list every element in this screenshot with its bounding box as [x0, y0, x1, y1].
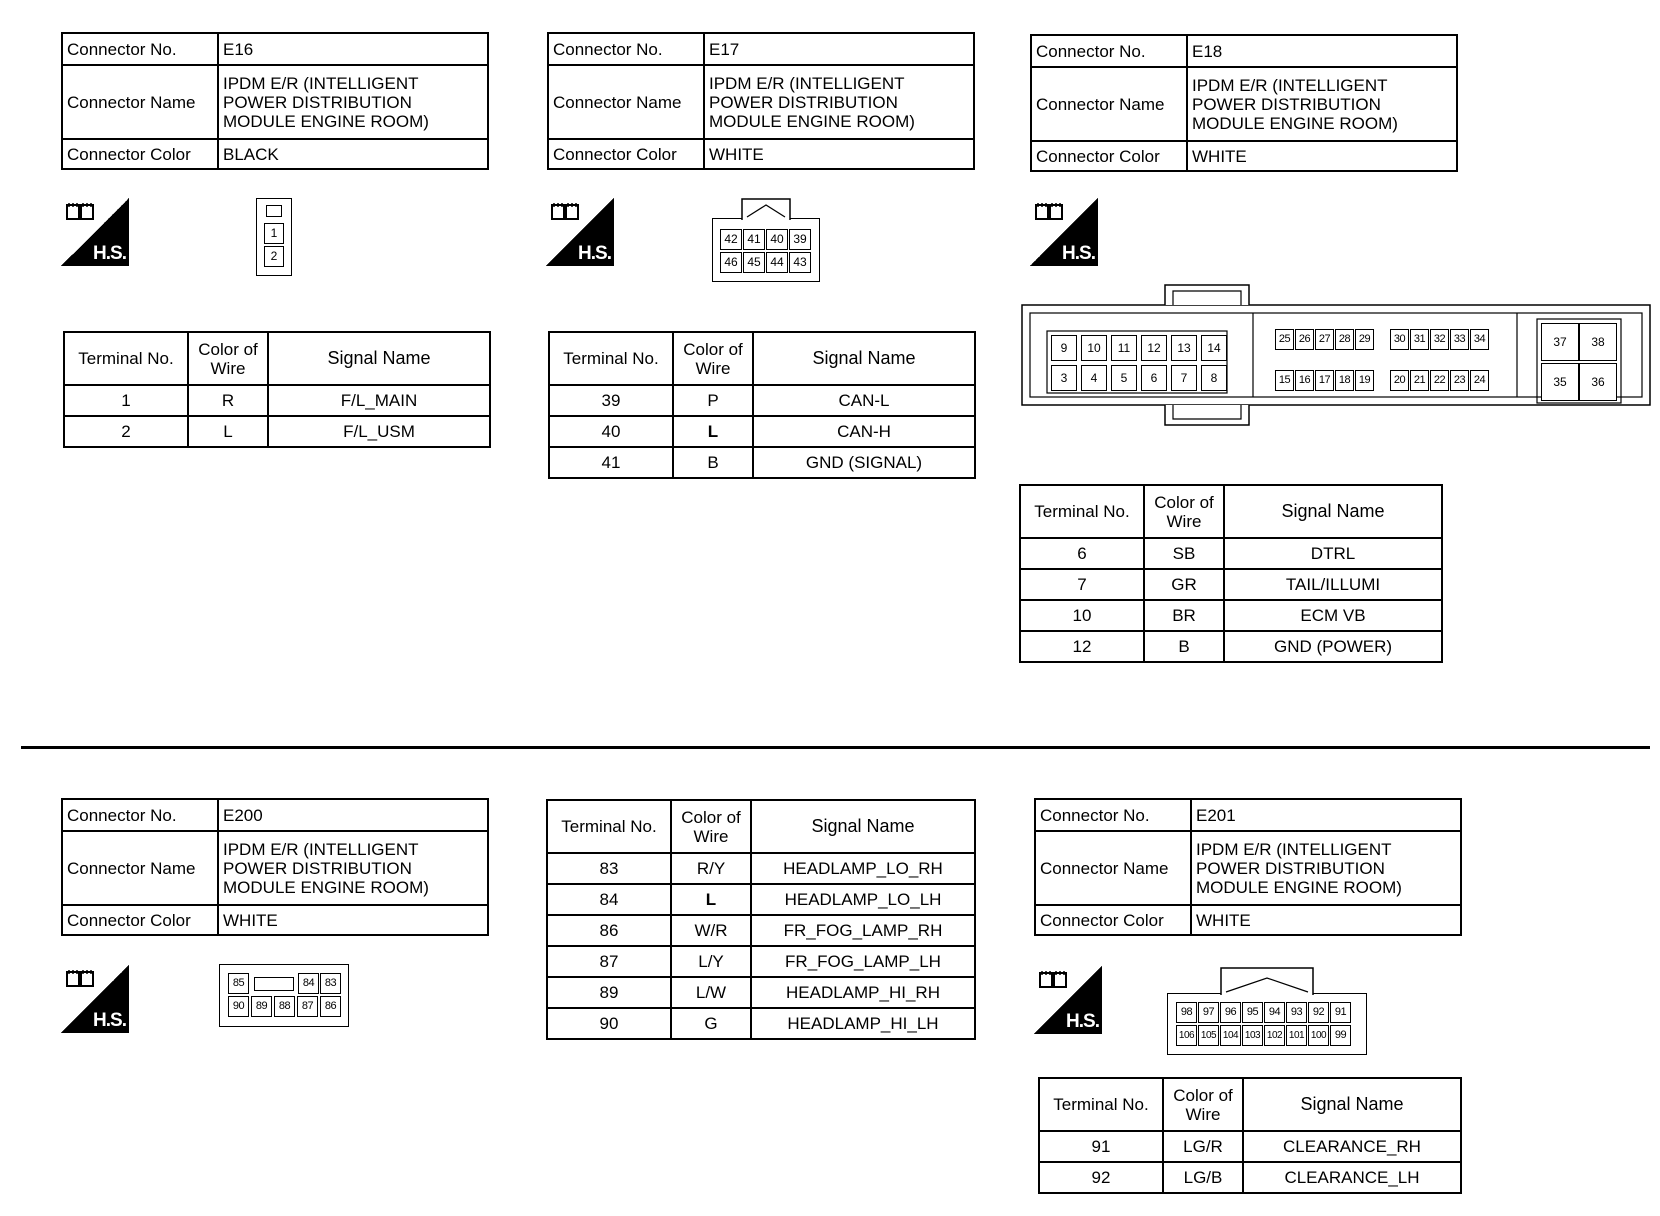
connector-no-value: E201: [1191, 799, 1461, 831]
e201-connector-face: [1167, 993, 1367, 1055]
signal-name-header: Signal Name: [1224, 485, 1442, 538]
pin: 84: [298, 973, 319, 994]
pin: 90: [228, 996, 249, 1017]
pin: 86: [320, 996, 341, 1017]
wire-color: B: [1144, 631, 1224, 662]
pin: 44: [766, 252, 788, 273]
connector-color-label: Connector Color: [1035, 905, 1191, 935]
pin: 6: [1141, 365, 1167, 391]
connector-color-label: Connector Color: [62, 139, 218, 169]
wire-color: L: [673, 416, 753, 447]
connector-name-label: Connector Name: [548, 65, 704, 139]
signal-name-header: Signal Name: [753, 332, 975, 385]
pin: 14: [1201, 335, 1227, 361]
terminal-no-header: Terminal No.: [549, 332, 673, 385]
pin: 106: [1176, 1025, 1197, 1046]
e200-connector-face: [219, 964, 349, 1027]
e201-info-table: [1034, 798, 1462, 936]
connector-color-value: WHITE: [1187, 141, 1457, 171]
wire-color: P: [673, 385, 753, 416]
connector-color-label: Connector Color: [548, 139, 704, 169]
color-of-wire-header: Color of Wire: [1144, 485, 1224, 538]
harness-side-icon: H.S.: [61, 198, 129, 266]
terminal-no-header: Terminal No.: [1039, 1078, 1163, 1131]
signal-name: CLEARANCE_RH: [1243, 1131, 1461, 1162]
connector-color-label: Connector Color: [62, 905, 218, 935]
connector-no-value: E17: [704, 33, 974, 65]
pin: 45: [743, 252, 765, 273]
connector-name-label: Connector Name: [62, 831, 218, 905]
connector-no-label: Connector No.: [1031, 35, 1187, 67]
pin: 98: [1176, 1002, 1197, 1023]
wire-color: L/Y: [671, 946, 751, 977]
pin: 83: [320, 973, 341, 994]
terminal-no: 84: [547, 884, 671, 915]
pin: 92: [1308, 1002, 1329, 1023]
signal-name: TAIL/ILLUMI: [1224, 569, 1442, 600]
connector-color-value: WHITE: [1191, 905, 1461, 935]
pin: 42: [720, 229, 742, 250]
pin: 100: [1308, 1025, 1329, 1046]
terminal-no: 83: [547, 853, 671, 884]
signal-name: HEADLAMP_LO_RH: [751, 853, 975, 884]
pin: 99: [1330, 1025, 1351, 1046]
connector-name-value: IPDM E/R (INTELLIGENT POWER DISTRIBUTION MODULE ENGINE ROOM): [218, 65, 488, 139]
e18-connector-face: [1021, 283, 1651, 443]
terminal-no: 2: [64, 416, 188, 447]
connector-color-value: BLACK: [218, 139, 488, 169]
wire-color: L: [671, 884, 751, 915]
signal-name: FR_FOG_LAMP_RH: [751, 915, 975, 946]
pin: 9: [1051, 335, 1077, 361]
connector-color-value: WHITE: [218, 905, 488, 935]
pin: 21: [1410, 370, 1429, 391]
color-of-wire-header: Color of Wire: [1163, 1078, 1243, 1131]
terminal-no: 90: [547, 1008, 671, 1039]
pin: 35: [1541, 363, 1579, 401]
signal-name: FR_FOG_LAMP_LH: [751, 946, 975, 977]
pin: 43: [789, 252, 811, 273]
pin: 5: [1111, 365, 1137, 391]
wire-color: LG/B: [1163, 1162, 1243, 1193]
pin: 95: [1242, 1002, 1263, 1023]
connector-no-value: E200: [218, 799, 488, 831]
wire-color: G: [671, 1008, 751, 1039]
connector-no-label: Connector No.: [1035, 799, 1191, 831]
signal-name-header: Signal Name: [1243, 1078, 1461, 1131]
pin: 104: [1220, 1025, 1241, 1046]
pin: 97: [1198, 1002, 1219, 1023]
harness-side-icon: H.S.: [546, 198, 614, 266]
wire-color: LG/R: [1163, 1131, 1243, 1162]
pin: 28: [1335, 329, 1354, 350]
wire-color: W/R: [671, 915, 751, 946]
pin: 96: [1220, 1002, 1241, 1023]
pin: 87: [297, 996, 318, 1017]
terminal-no: 40: [549, 416, 673, 447]
color-of-wire-header: Color of Wire: [671, 800, 751, 853]
connector-name-value: IPDM E/R (INTELLIGENT POWER DISTRIBUTION MODULE ENGINE ROOM): [1191, 831, 1461, 905]
terminal-no: 7: [1020, 569, 1144, 600]
terminal-no-header: Terminal No.: [64, 332, 188, 385]
signal-name: GND (SIGNAL): [753, 447, 975, 478]
pin: 41: [743, 229, 765, 250]
pin: 12: [1141, 335, 1167, 361]
pin: 46: [720, 252, 742, 273]
pin: 101: [1286, 1025, 1307, 1046]
signal-name: CAN-H: [753, 416, 975, 447]
signal-name: HEADLAMP_LO_LH: [751, 884, 975, 915]
connector-name-label: Connector Name: [1035, 831, 1191, 905]
signal-name: CLEARANCE_LH: [1243, 1162, 1461, 1193]
pin: 94: [1264, 1002, 1285, 1023]
pin: 105: [1198, 1025, 1219, 1046]
e17-info-table: [547, 32, 975, 170]
wire-color: L/W: [671, 977, 751, 1008]
signal-name: DTRL: [1224, 538, 1442, 569]
wire-color: R: [188, 385, 268, 416]
signal-name: HEADLAMP_HI_RH: [751, 977, 975, 1008]
color-of-wire-header: Color of Wire: [673, 332, 753, 385]
pin: 8: [1201, 365, 1227, 391]
pin: 1: [264, 223, 284, 244]
terminal-no: 6: [1020, 538, 1144, 569]
harness-side-icon: H.S.: [1030, 198, 1098, 266]
signal-name: ECM VB: [1224, 600, 1442, 631]
wire-color: SB: [1144, 538, 1224, 569]
pin: 85: [228, 973, 249, 994]
pin: 24: [1470, 370, 1489, 391]
connector-color-value: WHITE: [704, 139, 974, 169]
pin: 89: [251, 996, 272, 1017]
wire-color: BR: [1144, 600, 1224, 631]
pin: 88: [274, 996, 295, 1017]
pin: 18: [1335, 370, 1354, 391]
terminal-no-header: Terminal No.: [547, 800, 671, 853]
pin: 27: [1315, 329, 1334, 350]
pin: 19: [1355, 370, 1374, 391]
pin: 34: [1470, 329, 1489, 350]
signal-name: CAN-L: [753, 385, 975, 416]
e16-terminal-table: [63, 331, 491, 448]
color-of-wire-header: Color of Wire: [188, 332, 268, 385]
terminal-no: 10: [1020, 600, 1144, 631]
pin: 7: [1171, 365, 1197, 391]
e200-terminal-table: [546, 799, 976, 1040]
e17-connector-face: [712, 218, 820, 282]
pin: 13: [1171, 335, 1197, 361]
pin: 33: [1450, 329, 1469, 350]
pin: 17: [1315, 370, 1334, 391]
harness-side-icon: H.S.: [1034, 966, 1102, 1034]
signal-name-header: Signal Name: [268, 332, 490, 385]
e201-terminal-table: [1038, 1077, 1462, 1194]
pin: 10: [1081, 335, 1107, 361]
e16-info-table: [61, 32, 489, 170]
wire-color: L: [188, 416, 268, 447]
pin: 20: [1390, 370, 1409, 391]
connector-name-label: Connector Name: [62, 65, 218, 139]
pin: 103: [1242, 1025, 1263, 1046]
pin: 91: [1330, 1002, 1351, 1023]
connector-no-value: E16: [218, 33, 488, 65]
e16-connector-face: [256, 198, 292, 276]
pin: 30: [1390, 329, 1409, 350]
signal-name: GND (POWER): [1224, 631, 1442, 662]
wire-color: R/Y: [671, 853, 751, 884]
pin: 36: [1579, 363, 1617, 401]
pin: 25: [1275, 329, 1294, 350]
pin: 4: [1081, 365, 1107, 391]
wire-color: B: [673, 447, 753, 478]
harness-side-icon: H.S.: [61, 965, 129, 1033]
e18-terminal-table: [1019, 484, 1443, 663]
terminal-no: 89: [547, 977, 671, 1008]
connector-no-value: E18: [1187, 35, 1457, 67]
signal-name: F/L_MAIN: [268, 385, 490, 416]
pin: 16: [1295, 370, 1314, 391]
connector-name-value: IPDM E/R (INTELLIGENT POWER DISTRIBUTION MODULE ENGINE ROOM): [704, 65, 974, 139]
section-divider: [21, 746, 1650, 749]
pin: 39: [789, 229, 811, 250]
terminal-no: 39: [549, 385, 673, 416]
signal-name: F/L_USM: [268, 416, 490, 447]
e200-info-table: [61, 798, 489, 936]
pin: 32: [1430, 329, 1449, 350]
pin: 15: [1275, 370, 1294, 391]
terminal-no: 1: [64, 385, 188, 416]
connector-name-value: IPDM E/R (INTELLIGENT POWER DISTRIBUTION MODULE ENGINE ROOM): [1187, 67, 1457, 141]
terminal-no-header: Terminal No.: [1020, 485, 1144, 538]
pin: 22: [1430, 370, 1449, 391]
pin: 31: [1410, 329, 1429, 350]
connector-name-label: Connector Name: [1031, 67, 1187, 141]
pin: 29: [1355, 329, 1374, 350]
pin: 26: [1295, 329, 1314, 350]
pin: 37: [1541, 323, 1579, 361]
pin: 102: [1264, 1025, 1285, 1046]
connector-color-label: Connector Color: [1031, 141, 1187, 171]
e18-info-table: [1030, 34, 1458, 172]
signal-name-header: Signal Name: [751, 800, 975, 853]
connector-no-label: Connector No.: [62, 799, 218, 831]
connector-no-label: Connector No.: [62, 33, 218, 65]
pin: 23: [1450, 370, 1469, 391]
pin: 11: [1111, 335, 1137, 361]
connector-name-value: IPDM E/R (INTELLIGENT POWER DISTRIBUTION MODULE ENGINE ROOM): [218, 831, 488, 905]
terminal-no: 12: [1020, 631, 1144, 662]
terminal-no: 86: [547, 915, 671, 946]
terminal-no: 41: [549, 447, 673, 478]
terminal-no: 92: [1039, 1162, 1163, 1193]
signal-name: HEADLAMP_HI_LH: [751, 1008, 975, 1039]
pin: 40: [766, 229, 788, 250]
pin: 2: [264, 246, 284, 267]
pin: 3: [1051, 365, 1077, 391]
pin: 93: [1286, 1002, 1307, 1023]
pin: 38: [1579, 323, 1617, 361]
connector-no-label: Connector No.: [548, 33, 704, 65]
wire-color: GR: [1144, 569, 1224, 600]
e17-terminal-table: [548, 331, 976, 479]
terminal-no: 91: [1039, 1131, 1163, 1162]
terminal-no: 87: [547, 946, 671, 977]
